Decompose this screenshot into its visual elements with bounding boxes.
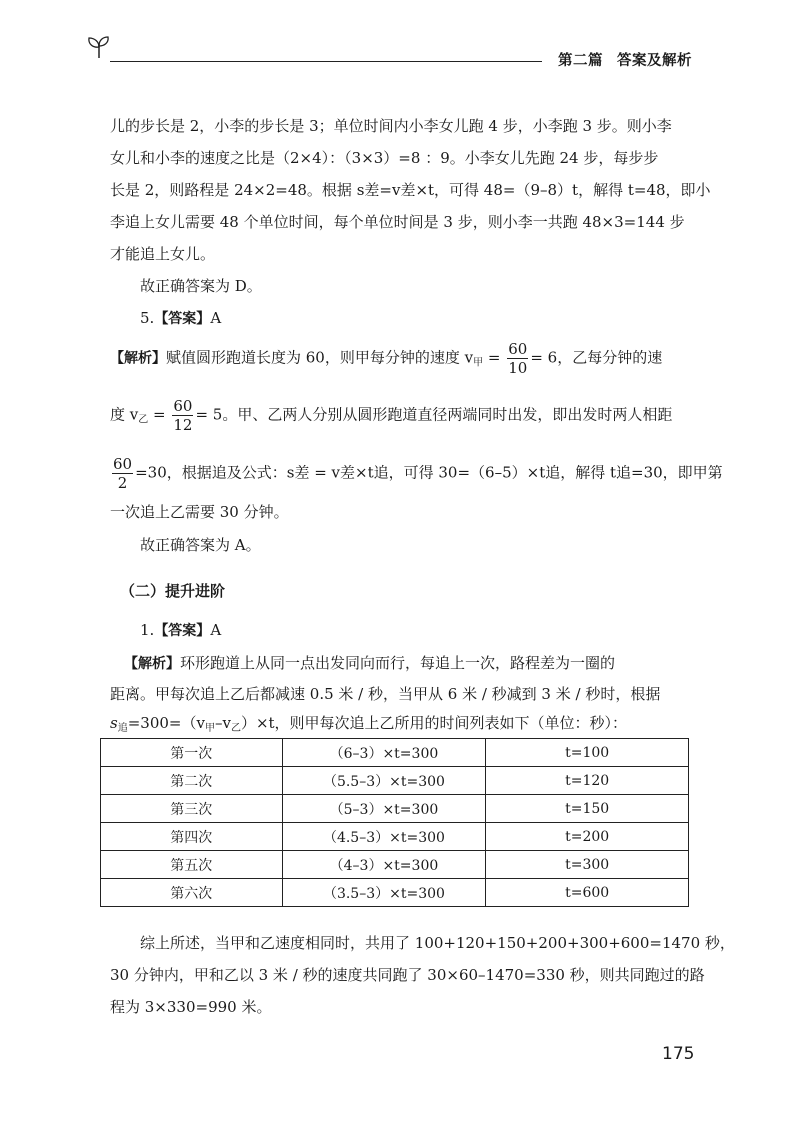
q1-analysis-line-1: [124, 650, 704, 676]
q5-text-a: 赋值圆形跑道长度为 60，则甲每分钟的速度 v: [166, 348, 474, 367]
text-line-1: 儿的步长是 2，小李的步长是 3；单位时间内小李女儿跑 4 步，小李跑 3 步。则小李: [110, 117, 672, 135]
row-equation: （4.5–3）×t=300: [282, 823, 486, 851]
fraction-60-10: [507, 340, 528, 377]
q5-analysis-line-2: 度 $v_乙$ = $\frac{60}{12}$ = 5。甲、乙两人分别从圆形跑道直径两端同时出发，即出发时两人相距: [110, 397, 673, 434]
table-row: [101, 879, 689, 907]
row-result: t=120: [486, 767, 689, 795]
analysis-tag: 【解析】: [124, 656, 180, 672]
row-equation: （4–3）×t=300: [282, 851, 486, 879]
q1-text-b: =300=（v: [127, 714, 205, 732]
speed-table: [100, 738, 689, 907]
row-label: 第一次: [101, 739, 283, 767]
answer-tag: 【答案】: [154, 311, 211, 327]
row-result: t=100: [486, 739, 689, 767]
row-result: t=300: [486, 851, 689, 879]
q1-text-d: ）×t，则甲每次追上乙所用的时间列表如下（单位：秒）：: [240, 714, 628, 732]
header-title: [558, 49, 692, 70]
q5-text-e: =30，根据追及公式：s差 = v差×t追，可得 30=（6–5）×t追，解得 t追=30，即甲第: [135, 463, 723, 482]
row-label: 第三次: [101, 795, 283, 823]
table-row: [101, 795, 689, 823]
row-label: 第四次: [101, 823, 283, 851]
row-result: t=150: [486, 795, 689, 823]
summary-line-1: 综上所述，当甲和乙速度相同时，共用了 100+120+150+200+300+600=1470 秒，: [140, 934, 735, 952]
row-equation: （5.5–3）×t=300: [282, 767, 486, 795]
fraction-numerator: 60: [173, 397, 193, 415]
page-number: 175: [662, 1044, 695, 1064]
subscript-jia: 甲: [204, 723, 215, 734]
text-line-5: 才能追上女儿。: [110, 245, 216, 263]
row-label: 第二次: [101, 767, 283, 795]
summary-line-3: 程为 3×330=990 米。: [110, 998, 272, 1016]
s-symbol: s: [110, 714, 118, 732]
q5-analysis-line-1: 【解析】赋值圆形跑道长度为 60，则甲每分钟的速度 $v_甲$ = $\frac{60}{10}$ = 6，乙每分钟的速: [110, 340, 663, 377]
q1-analysis-line-3: [110, 710, 690, 736]
header-part: 第二篇: [558, 53, 603, 69]
subscript-yi: 乙: [230, 723, 241, 734]
q5-text-c: 度 v: [110, 405, 139, 424]
q5-answer-line: [110, 305, 690, 331]
q1-text-c: –v: [214, 714, 231, 732]
q5-number: 5.: [140, 309, 155, 327]
subscript-zhui: 追: [117, 723, 128, 734]
text-line-3: 长是 2，则路程是 24×2=48。根据 s差=v差×t，可得 48=（9–8）t，解得 t=48，即小: [110, 181, 711, 199]
row-label: 第五次: [101, 851, 283, 879]
fraction-denominator: 2: [117, 474, 128, 492]
answer-tag: 【答案】: [154, 623, 211, 639]
q5-analysis-line-4: 一次追上乙需要 30 分钟。: [110, 503, 289, 521]
row-equation: （3.5–3）×t=300: [282, 879, 486, 907]
fraction-denominator: 10: [508, 359, 528, 377]
header-section: 答案及解析: [617, 53, 692, 69]
fraction-60-2: [112, 455, 133, 492]
table-row: [101, 823, 689, 851]
row-result: t=600: [486, 879, 689, 907]
q5-answer: A: [210, 309, 222, 327]
q1-answer-line: [110, 617, 690, 643]
subscript-yi: 乙: [138, 414, 149, 426]
q5-text-b: = 6，乙每分钟的速: [530, 348, 663, 367]
table-row: [101, 767, 689, 795]
leaf-icon: [86, 34, 112, 60]
row-label: 第六次: [101, 879, 283, 907]
q1-answer: A: [210, 621, 222, 639]
table-row: [101, 851, 689, 879]
row-equation: （6–3）×t=300: [282, 739, 486, 767]
q5-conclusion: 故正确答案为 A。: [140, 536, 261, 554]
analysis-tag: 【解析】: [110, 350, 166, 367]
page-header: [0, 0, 800, 80]
fraction-numerator: 60: [113, 455, 133, 473]
section-title: （二）提升进阶: [120, 582, 226, 600]
q1-text-a: 环形跑道上从同一点出发同向而行，每追上一次，路程差为一圈的: [180, 654, 616, 672]
conclusion-prev: 故正确答案为 D。: [140, 277, 262, 295]
summary-line-2: 30 分钟内，甲和乙以 3 米 / 秒的速度共同跑了 30×60–1470=330 秒，则共同跑过的路: [110, 966, 705, 984]
fraction-denominator: 12: [173, 416, 193, 434]
fraction-numerator: 60: [508, 340, 528, 358]
fraction-60-12: [172, 397, 193, 434]
q5-analysis-line-3: [110, 455, 723, 492]
table-row: [101, 739, 689, 767]
text-line-4: 李追上女儿需要 48 个单位时间，每个单位时间是 3 步，则小李一共跑 48×3=144 步: [110, 213, 685, 231]
header-rule: [110, 61, 542, 62]
subscript-jia: 甲: [473, 357, 484, 369]
q1-number: 1.: [140, 621, 155, 639]
q1-analysis-line-2: 距离。甲每次追上乙后都减速 0.5 米 / 秒，当甲从 6 米 / 秒减到 3 米 / 秒时，根据: [110, 685, 661, 703]
row-equation: （5–3）×t=300: [282, 795, 486, 823]
text-line-2: 女儿和小李的速度之比是（2×4）：（3×3）=8 ：9。小李女儿先跑 24 步，每步步: [110, 149, 659, 167]
q5-text-d: = 5。甲、乙两人分别从圆形跑道直径两端同时出发，即出发时两人相距: [195, 405, 673, 424]
row-result: t=200: [486, 823, 689, 851]
